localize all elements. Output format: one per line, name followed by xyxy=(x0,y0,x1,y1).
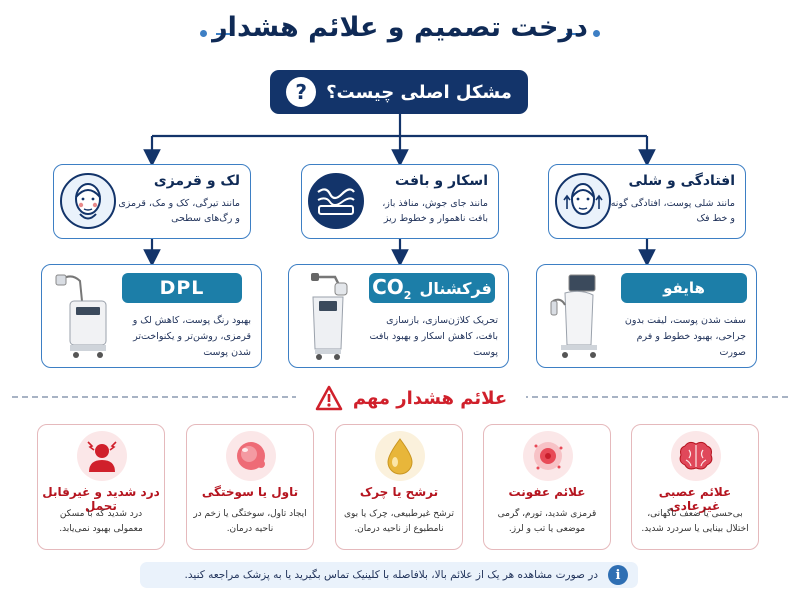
dpl-device-icon xyxy=(48,271,114,363)
category-title: اسکار و بافت xyxy=(395,173,488,189)
category-description: مانند شلی پوست، افتادگی گونه و خط فک xyxy=(610,198,735,224)
co2-laser-device-icon xyxy=(295,271,361,363)
drop-icon xyxy=(375,431,425,481)
warning-card-neuro xyxy=(631,424,759,550)
treatment-badge xyxy=(122,273,242,303)
warning-card-blister xyxy=(186,424,314,550)
footer-note xyxy=(140,562,638,588)
warning-card-infection xyxy=(483,424,611,550)
treatment-hifu xyxy=(536,264,757,368)
treatment-description: بهبود رنگ پوست، کاهش لک و قرمزی، روشن‌تر و یکنواخت‌تر شدن پوست xyxy=(132,315,251,358)
blister-icon xyxy=(226,431,276,481)
warning-card-title: علائم عفونت xyxy=(508,485,586,499)
warning-card-title: درد شدید و غیرقابل تحمل xyxy=(42,485,160,513)
footer-text: در صورت مشاهده هر یک از علائم بالا، بلافاصله با کلینیک تماس بگیرید یا به پزشک مراجعه کنید. xyxy=(184,569,598,581)
category-scar xyxy=(301,164,499,239)
category-description: مانند جای جوش، منافذ باز، بافت ناهموار و خطوط ریز xyxy=(382,198,488,224)
co2-label: $CO_2$ xyxy=(372,274,412,302)
main-question-text: مشکل اصلی چیست؟ xyxy=(326,81,512,103)
treatment-badge xyxy=(621,273,747,303)
warning-title: علائم هشدار مهم xyxy=(352,387,508,409)
warning-card-title: علائم عصبی غیرعادی xyxy=(658,485,732,513)
main-question-box xyxy=(270,70,528,114)
warning-card-description: قرمزی شدید، تورم، گرمی موضعی یا تب و لرز. xyxy=(497,509,597,534)
category-title: افتادگی و شلی xyxy=(628,173,735,189)
face-lift-icon xyxy=(555,173,611,229)
info-icon: i xyxy=(608,565,628,585)
warning-card-title: تاول یا سوختگی xyxy=(201,485,299,499)
page-title: درخت تصمیم و علائم هشدار xyxy=(212,12,588,43)
infection-icon xyxy=(523,431,573,481)
warning-header xyxy=(296,381,526,415)
warning-card-description: بی‌حسی یا ضعف ناگهانی، اختلال بینایی یا سردرد شدید. xyxy=(641,509,749,534)
warning-card-description: درد شدید که با مسکن معمولی بهبود نمی‌یابد. xyxy=(59,509,143,534)
pain-icon xyxy=(77,431,127,481)
treatment-name: DPL xyxy=(159,277,205,299)
treatment-badge xyxy=(369,273,495,303)
hifu-device-icon xyxy=(543,271,609,363)
category-laxity xyxy=(548,164,746,239)
treatment-description: سفت شدن پوست، لیفت بدون جراحی، بهبود خطوط و فرم صورت xyxy=(624,315,746,358)
face-spots-icon xyxy=(60,173,116,229)
treatment-dpl xyxy=(41,264,262,368)
brain-icon xyxy=(671,431,721,481)
warning-card-discharge xyxy=(335,424,463,550)
category-pigment xyxy=(53,164,251,239)
category-title: لک و قرمزی xyxy=(153,173,240,189)
category-description: مانند تیرگی، کک و مک، قرمزی و رگ‌های سطحی xyxy=(118,198,240,224)
treatment-name: هایفو xyxy=(663,279,705,297)
warning-card-description: ایجاد تاول، سوختگی یا زخم در ناحیه درمان. xyxy=(193,509,307,534)
warning-card-pain xyxy=(37,424,165,550)
treatment-description: تحریک کلاژن‌سازی، بازسازی بافت، کاهش اسکار و بهبود بافت پوست xyxy=(369,315,498,358)
warning-triangle-icon xyxy=(315,385,343,411)
skin-layers-icon xyxy=(308,173,364,229)
question-icon: ? xyxy=(286,77,316,107)
warning-card-title: ترشح یا چرک xyxy=(359,485,439,499)
treatment-name: فرکشنال xyxy=(419,278,492,298)
warning-card-description: ترشح غیرطبیعی، چرک یا بوی نامطبوع از ناحیه درمان. xyxy=(343,509,455,534)
treatment-co2 xyxy=(288,264,509,368)
